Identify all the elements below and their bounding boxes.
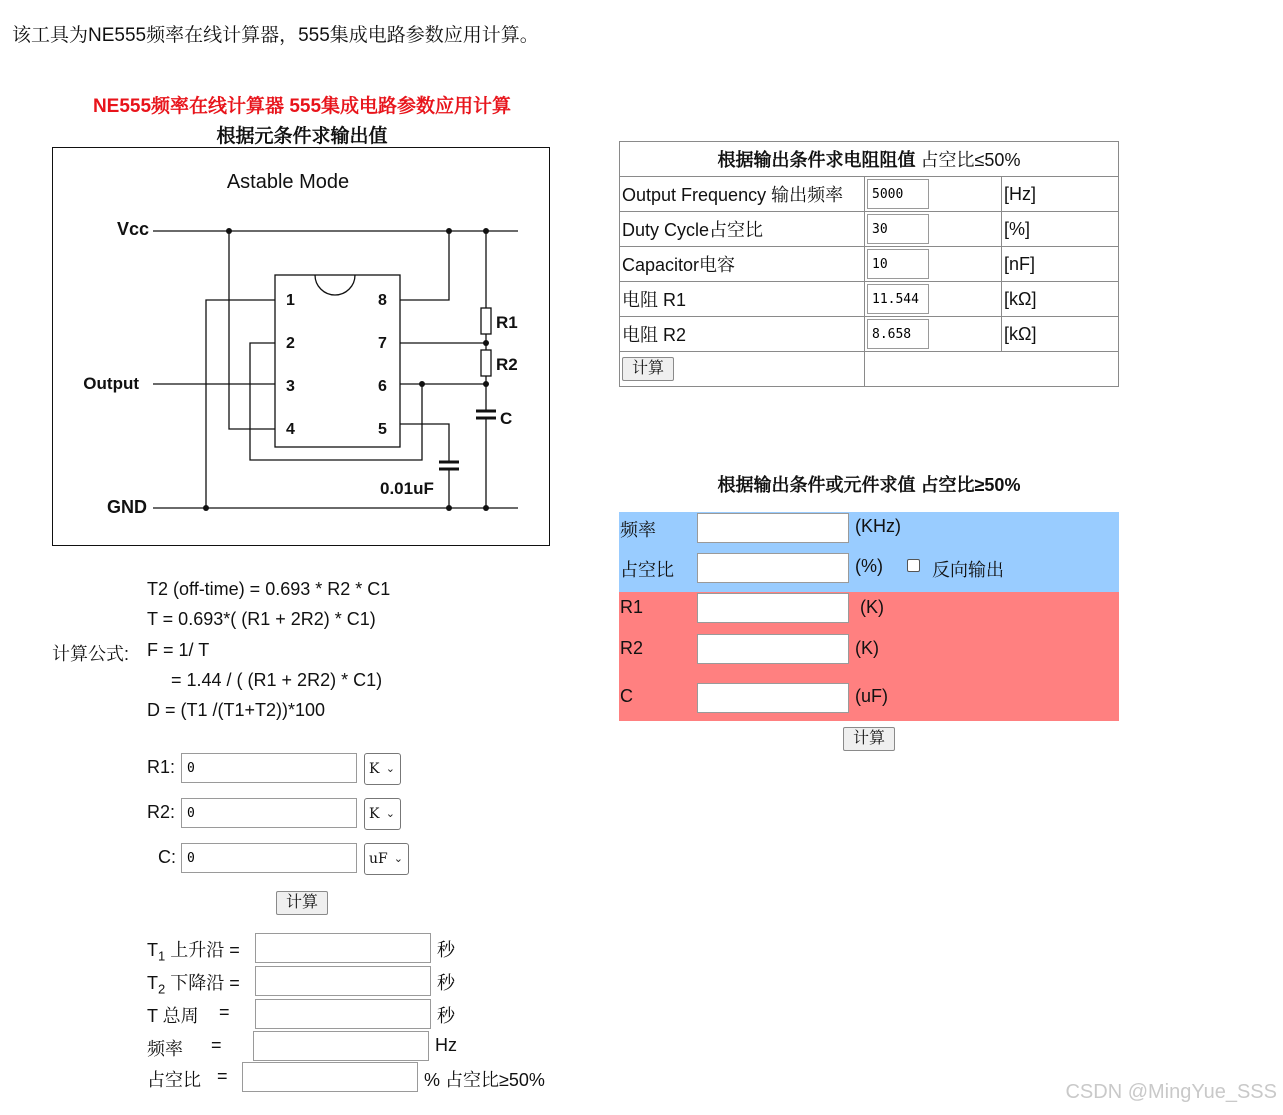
component-calc-button[interactable]: 计算: [843, 727, 895, 751]
r1-row-label: 电阻 R1: [620, 282, 865, 317]
cc-duty-label: 占空比: [620, 560, 674, 580]
freq-output[interactable]: [253, 1031, 429, 1061]
formula-line-3: F = 1/ T: [147, 640, 210, 660]
circuit-schematic: [53, 148, 551, 547]
t1-output[interactable]: [255, 933, 431, 963]
pin-1: 1: [286, 292, 295, 309]
output-label: Output: [83, 374, 139, 393]
cap-row-label: Capacitor电容: [620, 247, 865, 282]
chevron-down-icon: ⌄: [393, 852, 403, 865]
r2-row-label: 电阻 R2: [620, 317, 865, 352]
formula-line-2: T = 0.693*( (R1 + 2R2) * C1): [147, 609, 376, 629]
cc-r1-label: R1: [620, 597, 644, 617]
r2-label: R2: [496, 355, 518, 374]
r1-unit-value: K: [369, 761, 380, 777]
cc-c-label: C: [620, 686, 633, 706]
duty-row-label: Duty Cycle占空比: [620, 212, 865, 247]
cc-duty-unit: (%): [855, 556, 883, 576]
cc-freq-input[interactable]: [697, 513, 849, 543]
c-unit-select[interactable]: [364, 843, 409, 875]
table-row: [620, 247, 1119, 282]
section-title-forward: 根据元条件求输出值: [216, 126, 388, 147]
page-title: NE555频率在线计算器 555集成电路参数应用计算: [92, 96, 512, 117]
r2-unit-select[interactable]: [364, 798, 401, 830]
t1-unit: 秒: [437, 940, 455, 960]
r2-input[interactable]: [181, 798, 357, 828]
table-row: [620, 177, 1119, 212]
r2-unit-value: K: [369, 806, 380, 822]
duty-output[interactable]: [242, 1062, 418, 1092]
chevron-down-icon: ⌄: [385, 762, 395, 775]
intro-text: 该工具为NE555频率在线计算器，555集成电路参数应用计算。: [12, 25, 539, 46]
r1-unit-select[interactable]: [364, 753, 401, 785]
calc-output-button[interactable]: 计算: [276, 891, 328, 915]
freq-unit: Hz: [435, 1035, 457, 1055]
resistor-r2: [481, 350, 491, 376]
c-input[interactable]: [181, 843, 357, 873]
pin-8: 8: [378, 292, 387, 309]
duty-unit: % 占空比≥50%: [424, 1070, 545, 1090]
cc-r2-unit: (K): [855, 638, 879, 658]
t-total-output[interactable]: [255, 999, 431, 1029]
invert-output-label: 反向输出: [932, 560, 1004, 580]
watermark: CSDN @MingYue_SSS: [1065, 1081, 1277, 1103]
astable-circuit-diagram: [52, 147, 550, 546]
table-row: [620, 212, 1119, 247]
r2-result[interactable]: [867, 319, 929, 349]
cc-c-unit: (uF): [855, 686, 888, 706]
cc-freq-label: 频率: [620, 520, 656, 540]
duty-label: 占空比: [147, 1070, 201, 1090]
component-calc-title: 根据输出条件或元件求值 占空比≥50%: [717, 475, 1021, 495]
r1-row-unit: [kΩ]: [1002, 282, 1119, 317]
duty-eq: =: [217, 1066, 228, 1086]
t-total-unit: 秒: [437, 1006, 455, 1026]
pin-4: 4: [286, 421, 295, 438]
gnd-label: GND: [107, 497, 147, 517]
t-total-eq: =: [219, 1002, 230, 1022]
r1-input-label: R1:: [147, 757, 176, 777]
t2-output[interactable]: [255, 966, 431, 996]
pin-6: 6: [378, 378, 387, 395]
table-row: [620, 317, 1119, 352]
r1-label: R1: [496, 313, 518, 332]
r2-row-unit: [kΩ]: [1002, 317, 1119, 352]
pin-2: 2: [286, 335, 295, 352]
invert-output-checkbox[interactable]: [907, 559, 920, 572]
chevron-down-icon: ⌄: [385, 807, 395, 820]
r1-input[interactable]: [181, 753, 357, 783]
t-total-label: T 总周: [147, 1006, 199, 1026]
cap-input[interactable]: [867, 249, 929, 279]
freq-row-label: Output Frequency 输出频率: [620, 177, 865, 212]
cap-row-unit: [nF]: [1002, 247, 1119, 282]
formula-line-4: = 1.44 / ( (R1 + 2R2) * C1): [171, 670, 383, 690]
t1-label: $T_1$ 上升沿 =: [147, 940, 240, 964]
duty-input[interactable]: [867, 214, 929, 244]
mode-label: Astable Mode: [226, 171, 350, 193]
resistor-r1: [481, 308, 491, 334]
cc-r1-input[interactable]: [697, 593, 849, 623]
chip-notch: [315, 275, 355, 295]
vcc-label: Vcc: [116, 219, 149, 239]
freq-input[interactable]: [867, 179, 929, 209]
t2-label: $T_2$ 下降沿 =: [147, 973, 240, 997]
duty-row-unit: [%]: [1002, 212, 1119, 247]
c-unit-value: uF: [369, 851, 388, 867]
formula-line-1: T2 (off-time) = 0.693 * R2 * C1: [147, 579, 391, 599]
cap-value-label: 0.01uF: [380, 479, 434, 498]
c-label: C: [500, 409, 513, 428]
t2-unit: 秒: [437, 973, 455, 993]
cc-c-input[interactable]: [697, 683, 849, 713]
formula-line-5: D = (T1 /(T1+T2))*100: [147, 700, 326, 720]
cc-r1-unit: (K): [860, 597, 884, 617]
table-row: [620, 282, 1119, 317]
pin-5: 5: [378, 421, 387, 438]
cc-freq-unit: (KHz): [855, 516, 901, 536]
c-input-label: C:: [158, 847, 176, 867]
pin-3: 3: [286, 378, 295, 395]
freq-row-unit: [Hz]: [1002, 177, 1119, 212]
pin-7: 7: [378, 335, 387, 352]
cc-duty-input[interactable]: [697, 553, 849, 583]
cc-r2-input[interactable]: [697, 634, 849, 664]
freq-eq: =: [211, 1035, 222, 1055]
formula-label: 计算公式:: [52, 644, 130, 664]
r1-result[interactable]: [867, 284, 929, 314]
cc-r2-label: R2: [620, 638, 644, 658]
r2-input-label: R2:: [147, 802, 176, 822]
resistor-calc-button[interactable]: 计算: [622, 357, 674, 381]
resistor-table-title: 根据输出条件求电阻阻值 占空比≤50%: [620, 142, 1119, 177]
freq-label: 频率: [147, 1039, 183, 1059]
resistor-calc-table: [619, 141, 1119, 387]
